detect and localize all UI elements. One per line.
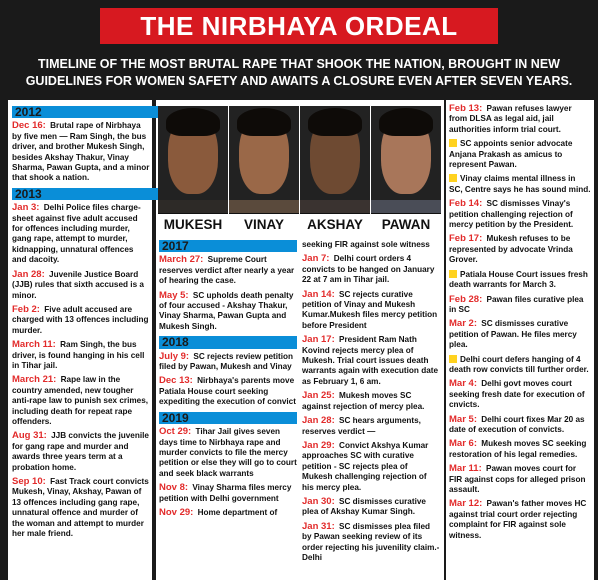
convict-name: MUKESH (158, 213, 228, 234)
hair (237, 108, 291, 136)
year-2012: 2012 (12, 106, 158, 118)
year-2017: 2017 (159, 240, 297, 252)
photo-vinay (229, 106, 299, 234)
event-text: Patiala House Court issues fresh death warrants for March 3. (449, 269, 588, 290)
event-text: Five adult accused are charged with 13 offences including murder. (12, 304, 149, 335)
timeline-event (159, 508, 297, 518)
event-date: March 11: (12, 339, 56, 351)
timeline-event (12, 431, 150, 473)
timeline-event (449, 499, 591, 541)
event-text: SC hears arguments, reserves verdict — (302, 416, 421, 436)
event-date: Mar 6: (449, 438, 477, 450)
event-text: seeking FIR against sole witness (302, 240, 430, 249)
timeline-event (12, 203, 150, 265)
timeline-event (302, 254, 440, 285)
event-date: Oct 29: (159, 426, 192, 438)
timeline-event (449, 104, 591, 135)
timeline-event (159, 255, 297, 286)
timeline-event (12, 121, 150, 183)
timeline-event (302, 416, 440, 437)
timeline-event (449, 379, 591, 410)
event-text: Fast Track court convicts Mukesh, Vinay, Akshay, Pawan of 13 offences including gang rape, unnatural offence and murder of the woman and attempt to murder her male friend. (12, 477, 149, 539)
timeline-event (159, 483, 297, 504)
timeline-event (302, 391, 440, 412)
timeline-event (302, 240, 440, 250)
hair (166, 108, 220, 136)
event-text: Mukesh refuses to be represented by advocate Vrinda Grover. (449, 234, 573, 265)
timeline-event (12, 270, 150, 301)
event-date: Feb 28: (449, 293, 483, 305)
event-text: JJB convicts the juvenile for gang rape and murder and awards three years term at a probation home. (12, 431, 149, 472)
event-text: Vinay claims mental illness in SC, Centre says he has sound mind. (449, 174, 591, 194)
event-date: Nov 8: (159, 482, 189, 494)
event-date: Mar 5: (449, 413, 477, 425)
event-date: Jan 28: (12, 268, 45, 280)
event-date: March 27: (159, 254, 204, 266)
timeline-event (449, 295, 591, 316)
timeline-event (159, 291, 297, 333)
year-2019: 2019 (159, 412, 297, 424)
event-date: Jan 7: (302, 253, 330, 265)
event-text: Supreme Court reserves verdict after nearly a year of hearing the case. (159, 255, 295, 286)
event-date: Aug 31: (12, 430, 47, 442)
event-text: SC appoints senior advocate Anjana Prakash as amicus to represent Pawan. (449, 139, 573, 170)
event-date: Feb 17: (449, 233, 483, 245)
timeline-event (449, 464, 591, 495)
timeline-column-3 (302, 240, 440, 567)
event-date: Jan 3: (12, 202, 40, 214)
timeline-event (449, 174, 591, 195)
event-text: Delhi court defers hanging of 4 death row convicts till further order. (449, 354, 589, 374)
timeline-event (302, 290, 440, 332)
event-date: Jan 25: (302, 390, 335, 402)
timeline-column-2 (159, 236, 297, 522)
event-text: Tihar Jail gives seven days time to Nirbhaya rape and murder convicts to file the mercy petition or else they will go to court and seek black warrants (159, 427, 297, 478)
event-date: Jan 28: (302, 415, 335, 427)
hair (379, 108, 433, 136)
timeline-event (159, 427, 297, 479)
event-date: Dec 16: (12, 120, 46, 132)
timeline-event (12, 477, 150, 539)
timeline-event (12, 375, 150, 427)
event-text: SC dismisses Vinay's petition challenging rejection of mercy petition by the President. (449, 199, 574, 230)
timeline-event (449, 139, 591, 170)
event-text: Pawan's father moves HC against trial court order rejecting complaint for FIR against sole witness. (449, 499, 587, 540)
event-text: Mukesh moves SC seeking restoration of his legal remedies. (449, 439, 587, 459)
event-date: Mar 11: (449, 463, 482, 475)
event-text: Rape law in the country amended, new tougher anti-rape law to punish sex crimes, including death for repeat rape offenders. (12, 375, 149, 426)
event-text: Mukesh moves SC against rejection of mercy plea. (302, 391, 425, 411)
subtitle: TIMELINE OF THE MOST BRUTAL RAPE THAT SHOOK THE NATION, BROUGHT IN NEW GUIDELINES FOR WOMEN SAFETY AND AWAITS A CLOSURE EVEN AFTER SEVEN YEARS. (0, 48, 598, 100)
timeline-event (449, 234, 591, 265)
event-text: SC upholds death penalty of four accused - Akshay Thakur, Vinay Sharma, Pawan Gupta and Mukesh Singh. (159, 290, 294, 331)
yellow-marker-icon (449, 270, 457, 278)
yellow-marker-icon (449, 174, 457, 182)
event-text: Convict Akshya Kumar approaches SC with curative petition - SC rejects plea of Mukesh challenging rejection of his mercy plea. (302, 440, 429, 492)
event-date: Jan 17: (302, 334, 335, 346)
timeline-event (449, 415, 591, 436)
timeline-column-1 (12, 102, 150, 543)
event-text: Ram Singh, the bus driver, is found hanging in his cell in Tihar jail. (12, 340, 145, 370)
timeline-event (302, 522, 440, 564)
event-date: Sep 10: (12, 476, 46, 487)
timeline-event (449, 319, 591, 350)
event-date: Dec 13: (159, 375, 193, 387)
event-text: Delhi Police files charge-sheet against five adult accused for offences including murder, gang rape, attempt to murder, kidnapping, unnatural offences and dacoity. (12, 203, 141, 265)
convict-name: AKSHAY (300, 213, 370, 234)
event-date: Mar 12: (449, 498, 483, 510)
event-text: Home department of (197, 507, 278, 517)
timeline-event (302, 335, 440, 387)
convict-photos (158, 106, 440, 234)
event-text: Nirbhaya's parents move Patiala House court seeking expediting the execution of convict (159, 376, 296, 407)
event-text: SC rejects curative petition of Vinay and Mukesh Kumar.Mukesh files mercy petition before President (302, 289, 438, 330)
event-text: SC dismisses plea filed by Pawan seeking review of its order rejecting his juvenility claim.- Delhi (302, 521, 440, 562)
convict-name: PAWAN (371, 213, 441, 234)
event-text: SC dismisses curative plea of Akshay Kumar Singh. (302, 496, 426, 517)
event-date: March 21: (12, 374, 57, 386)
event-date: Jan 14: (302, 288, 335, 300)
event-date: Nov 29: (159, 506, 194, 518)
timeline-event (302, 497, 440, 518)
event-text: Brutal rape of Nirbhaya by five men — Ram Singh, the bus driver, and brother Mukesh Singh, besides Akshay Thakur, Vinay Sharma, Pawan Gupta, and a minor that shook a nation. (12, 121, 150, 183)
photo-pawan (371, 106, 441, 234)
event-text: Delhi govt moves court seeking fresh date for execution of cnvicts. (449, 379, 585, 410)
timeline-event (12, 305, 150, 336)
yellow-marker-icon (449, 139, 457, 147)
year-2018: 2018 (159, 336, 297, 348)
event-text: Pawan moves court for FIR against cops for alleged prison assault. (449, 464, 586, 494)
hair (308, 108, 362, 136)
timeline-column-4 (449, 104, 591, 545)
timeline-event (302, 441, 440, 493)
year-2013: 2013 (12, 188, 158, 200)
timeline-event (449, 355, 591, 376)
event-text: President Ram Nath Kovind rejects mercy plea of Mukesh. Trial court issues death warrants again with execution date as February 1, 6 am. (302, 335, 439, 386)
convict-name: VINAY (229, 213, 299, 234)
event-date: Feb 2: (12, 303, 40, 315)
event-text: Delhi court fixes Mar 20 as date of execution of convicts. (449, 414, 585, 434)
event-text: Pawan refuses lawyer from DLSA as legal aid, jail authorities inform trial court. (449, 104, 572, 134)
event-text: Vinay Sharma files mercy petition with Delhi government (159, 483, 292, 503)
timeline-event (12, 340, 150, 371)
event-text: Delhi court orders 4 convicts to be hanged on January 22 at 7 am in Tihar jail. (302, 254, 435, 285)
timeline-event (449, 270, 591, 291)
event-text: SC dismisses curative petition of Pawan. He files mercy plea. (449, 319, 577, 350)
event-date: Mar 4: (449, 378, 477, 390)
event-text: Juvenile Justice Board (JJB) rules that sixth accused is a minor. (12, 269, 144, 300)
event-text: Pawan files curative plea in SC (449, 294, 584, 314)
timeline-event (449, 199, 591, 230)
photo-akshay (300, 106, 370, 234)
event-date: May 5: (159, 289, 189, 301)
timeline-event (449, 439, 591, 460)
event-date: Jan 31: (302, 520, 335, 532)
timeline-event (159, 376, 297, 407)
event-date: Feb 13: (449, 103, 483, 114)
page-title: THE NIRBHAYA ORDEAL (100, 8, 498, 44)
event-text: SC rejects review petition filed by Pawan, Mukesh and Vinay (159, 351, 294, 372)
event-date: July 9: (159, 350, 190, 362)
event-date: Feb 14: (449, 198, 483, 210)
event-date: Jan 30: (302, 495, 335, 507)
event-date: Mar 2: (449, 318, 477, 330)
photo-mukesh (158, 106, 228, 234)
event-date: Jan 29: (302, 439, 335, 451)
yellow-marker-icon (449, 355, 457, 363)
timeline-event (159, 352, 297, 373)
